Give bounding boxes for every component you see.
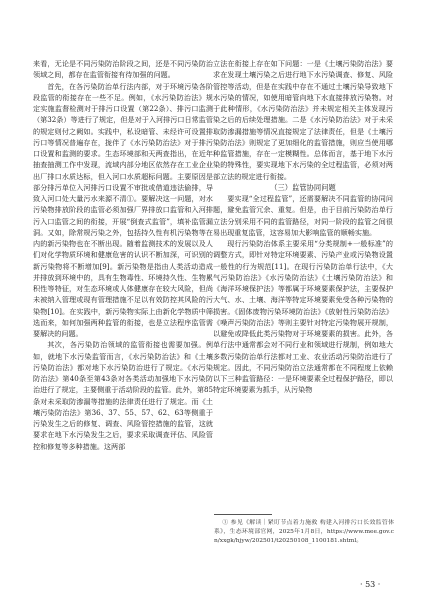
footnote bbox=[214, 519, 394, 546]
section-heading: （三）监管协同问题 bbox=[270, 182, 336, 192]
paragraph: 其次，各污染防治领域的监管衔接也需要加强。例如，就地下水污染监管而言，《水污染防治法》和《土壤污染防治法》都对地下水污染防治进行了规定。《水污染防治法》第40条至第43条对各类活动加强地下水污染防治进行了规定，主要侧重于活动阶段的监管。此外，第85条对未采取防渗漏等措施的法律责任进行了规定。而《土壤污染防治法》第36、37、55、57、62、63等侧重于污染发生之后的修复、调查、风险管控措施的监管，这就要求在地下水污染发生之后，要求采取调查评估、风险管控和修复等多种措施。这两部 bbox=[33, 340, 213, 451]
footnote-text: ① 参见《解读｜紧盯节点着力施救 构建入河排污口长效监管体系》，生态环境部官网，2025年1月8日，https://www.mee.gov.cn/xxgk/hjyw/202501/t20250108_1100181.shtml。 bbox=[214, 520, 394, 544]
right-column bbox=[213, 58, 393, 396]
paragraph: 立法在衔接上存在如下问题：一是《土壤污染防治法》要求在发现土壤污染之后进行地下水污染调查、修复、风险管控等活动，但是在实践中存在不通过土壤污染导致地下水污染的情况，如使用暗管向地下水直接排放污染物。对于此种情形，《水污染防治法》并未规定相关主体发现污染之后的后续处理措施。二是《水污染防治法》对于未采取防渗漏措施等情况直接规定了法律责任，但是《土壤污染防治法》则规定了更加细化的监管措施，则应当使用哪种监管措施，存在一定模糊性。总体而言，基于地下水污染的特殊性，要实现地下水污染的全过程监管，必须对两部立法的规定进行衔接。 bbox=[213, 59, 393, 181]
paragraph: 要实现“全过程监管”，还需要解决不同监管的协同问题，避免监管冗余、重复。但是，由于目前污染防治单行立法分别采用不同的监管路径，对同一阶段的监管之间很易出现重复监管，这容易加大影响监管的顺畅实施。 bbox=[213, 194, 393, 237]
left-column bbox=[33, 58, 213, 452]
page-number: · 53 · bbox=[360, 580, 381, 589]
paragraph: 现行污染防治体系主要采用“分类规制+一般标准”的调整方式，即针对特定环境要素、污染产业或污染物设置一般性的行为规范[11]。在现行污染防治单行法中，《大气污染防治法》《水污染防治法》《土壤污染防治法》和《海洋环境保护法》等都属于环境要素保护法，主要保护大气、水、土壤、海洋等特定环境要素免受各种污染物的损害。《固体废物污染环境防治法》《放射性污染防治法》《噪声污染防治法》等则主要针对特定污染物展开规制，以避免或降低此类污染物对于环境要素的损害。此外，各单行法中通常都会对不同行业和领域进行规制，例如地大多数污染防治单行法都对工业、农业活动污染防治进行了规定。因此，不同污染防治立法通常都在不同程度上依赖以下三种监管路径：一是环境要素全过程保护路径，即以特定环境要素为抓手，从污染物 bbox=[213, 239, 393, 395]
paragraph: 首先，在各污染防治单行法内部，对于环境污染各阶段监管的衔接存在一些不足。例如，《水污染防治法》规定实施监督检测对于排污口设置（第22条）、排污口监测（第32条）等进行了规定，但是对于入河排污口日常监管的规定则付之阙如。实践中，私设暗管、未经许可设置排污口等情况普遍存在，拢伴了《水污染防治法》对于排污口设置和监测的要求。生态环境部和天两查指出，在近年抽查抽测工作中发现，流域内部分地区依然存在工业企业出厂排口水质达标，但入河口水质超标问题。主要原因是部分排污单位入河排污口设置不审批或借道违法偷排，导致入河口处大量污水来源不清①。要解决这一问题，对水污染物排放阶段的监管必须加强厂界排放口监管和入河排污入口监管之间的衔接，开展“倒查式监管”，填补监管漏洞。又如，除常规污染之外，包括持久性有机污染物等在内的新污染物也在不断出现。随着监测技术的发展以及人们对化学物质环境和健康危害的认识不断加深，可识别的新污染物将不断增加[9]。新污染物是指由人类活动造成并排放到环境中的，具有生物毒性、环境持久性、生物累积性等特征，对生态环境或人体健康存在较大风险，但尚未被纳入管理或现有管理措施不足以有效防控其风险的污染物[10]。在实践中，新污染物实际上由新化学物质中筛选而来，如何加强两种监管的衔接，也是立法程序监管需要解决的问题。 bbox=[33, 81, 213, 338]
footnote-divider bbox=[214, 514, 272, 515]
paragraph: 来看，无论是不同污染防治阶段之间，还是不同污染防治领域之间，都存在监管衔接有待加强的问题。 bbox=[33, 59, 213, 80]
